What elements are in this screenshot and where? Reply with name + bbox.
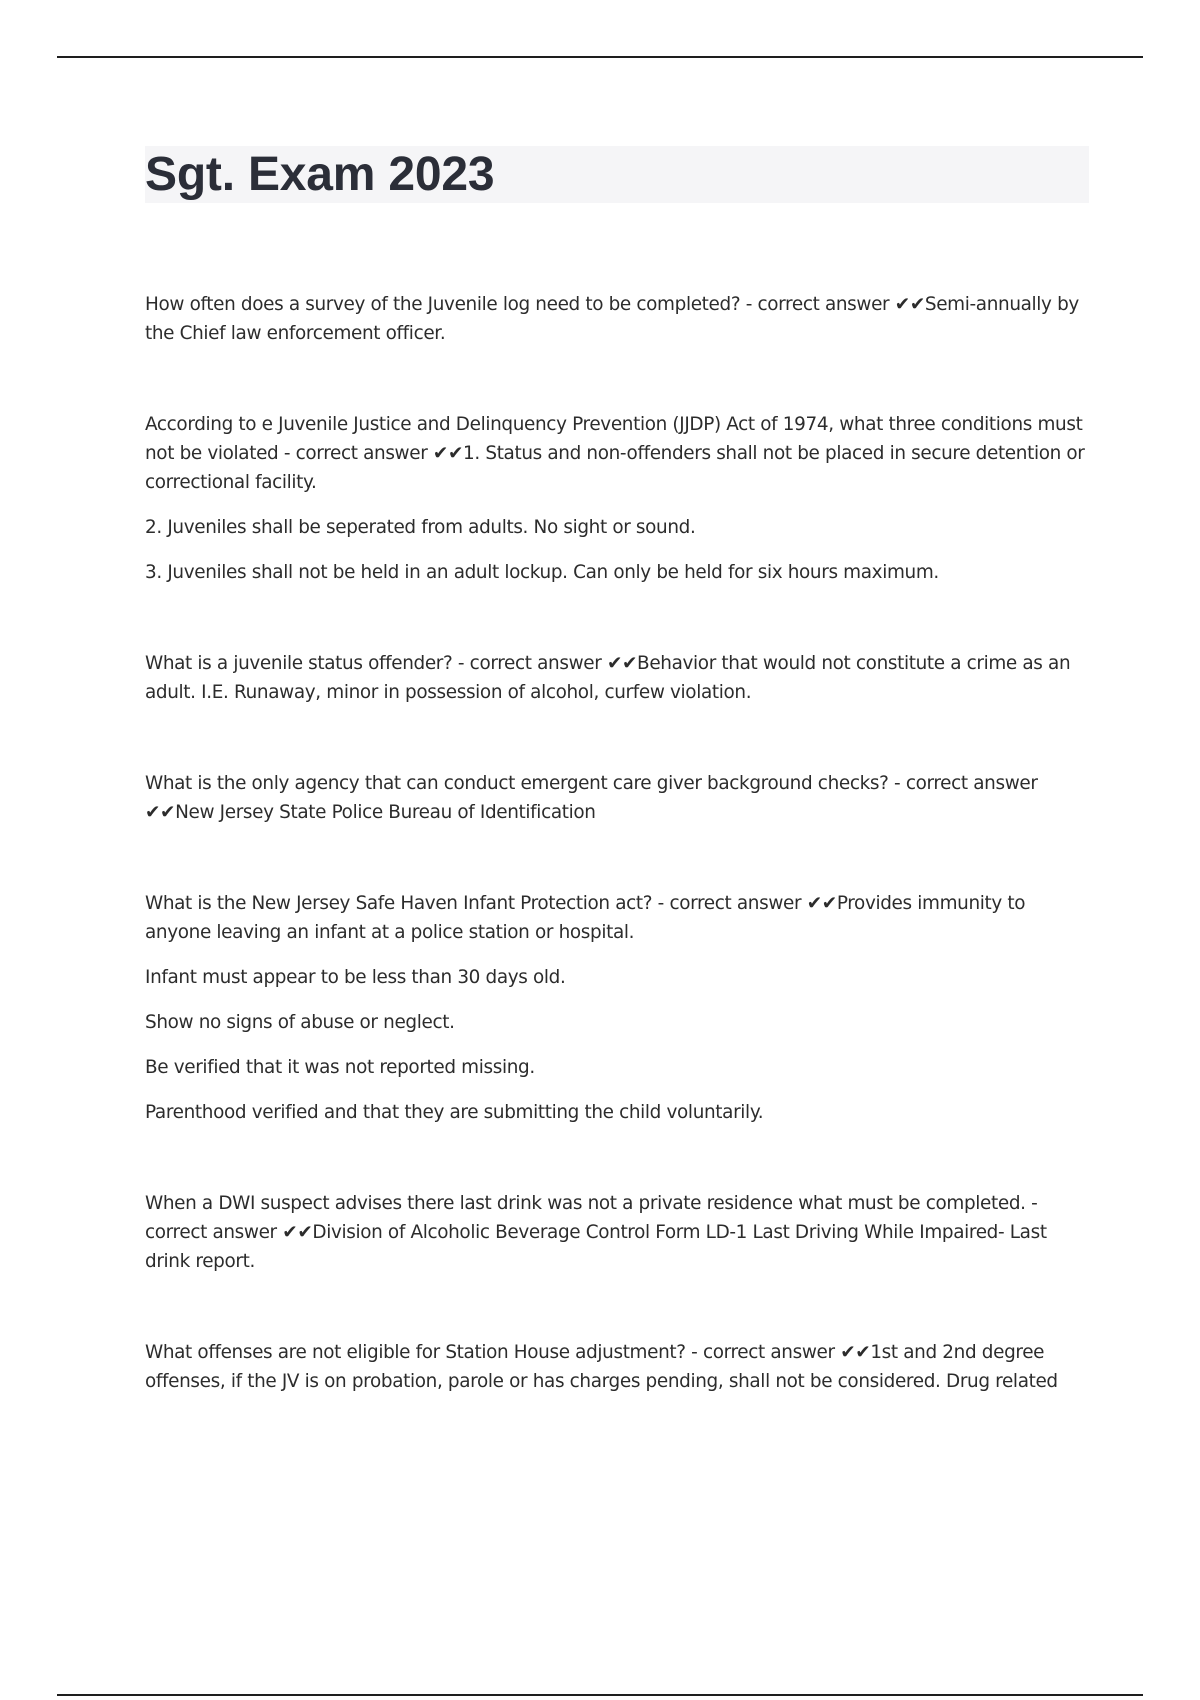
qa-entry	[145, 889, 1090, 1127]
qa-entry	[145, 1338, 1090, 1396]
qa-entry	[145, 1189, 1090, 1276]
qa-paragraph: Show no signs of abuse or neglect.	[145, 1012, 455, 1033]
qa-paragraph: Be verified that it was not reported missing.	[145, 1057, 535, 1078]
page-title: Sgt. Exam 2023	[145, 148, 495, 201]
qa-paragraph: What is the New Jersey Safe Haven Infant Protection act? - correct answer ✔✔Provides immunity to anyone leaving an infant at a police station or hospital.	[145, 893, 1026, 943]
qa-paragraph: How often does a survey of the Juvenile log need to be completed? - correct answer ✔✔Semi-annually by the Chief law enforcement officer.	[145, 294, 1079, 344]
qa-paragraph: When a DWI suspect advises there last drink was not a private residence what must be completed. - correct answer ✔✔Division of Alcoholic Beverage Control Form LD-1 Last Driving While Impaired- Last drink report.	[145, 1193, 1047, 1272]
qa-paragraph: 2. Juveniles shall be seperated from adults. No sight or sound.	[145, 517, 696, 538]
qa-paragraph: Parenthood verified and that they are submitting the child voluntarily.	[145, 1102, 764, 1123]
qa-list	[145, 290, 1090, 1412]
qa-paragraph: What is a juvenile status offender? - correct answer ✔✔Behavior that would not constitute a crime as an adult. I.E. Runaway, minor in possession of alcohol, curfew violation.	[145, 653, 1071, 703]
qa-entry	[145, 649, 1090, 707]
qa-entry	[145, 410, 1090, 587]
qa-paragraph: Infant must appear to be less than 30 days old.	[145, 967, 566, 988]
qa-entry	[145, 769, 1090, 827]
qa-entry	[145, 290, 1090, 348]
bottom-rule	[57, 1694, 1143, 1696]
qa-paragraph: What is the only agency that can conduct emergent care giver background checks? - correct answer ✔✔New Jersey State Police Bureau of Identification	[145, 773, 1038, 823]
qa-paragraph: What offenses are not eligible for Station House adjustment? - correct answer ✔✔1st and 2nd degree offenses, if the JV is on probation, parole or has charges pending, shall not be considered. Drug related	[145, 1342, 1058, 1392]
qa-paragraph: According to e Juvenile Justice and Delinquency Prevention (JJDP) Act of 1974, what three conditions must not be violated - correct answer ✔✔1. Status and non-offenders shall not be placed in secure detention or correctional facility.	[145, 414, 1085, 493]
title-banner	[145, 146, 1089, 203]
qa-paragraph: 3. Juveniles shall not be held in an adult lockup. Can only be held for six hours maximum.	[145, 562, 939, 583]
top-rule	[57, 56, 1143, 58]
